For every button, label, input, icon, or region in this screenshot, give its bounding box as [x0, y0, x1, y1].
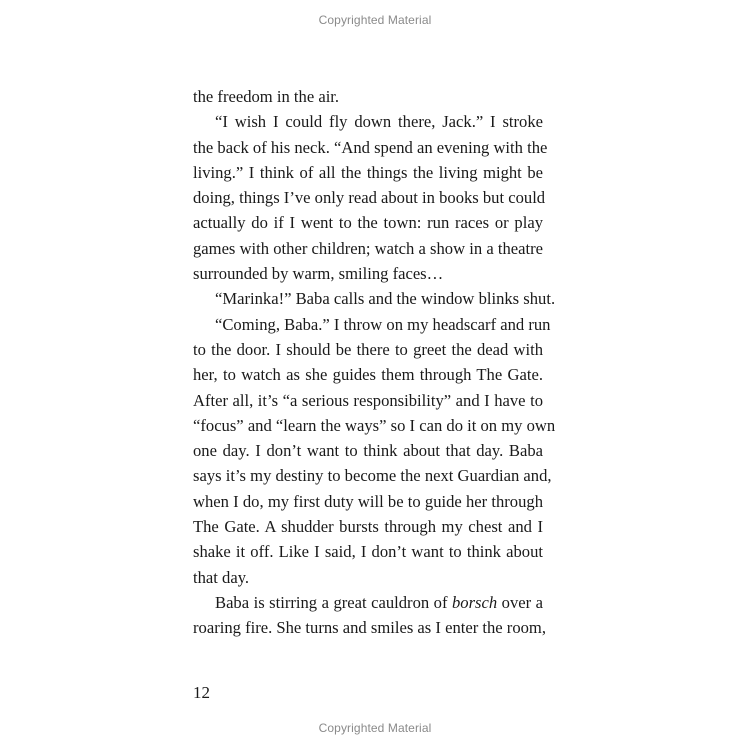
text-line: “focus” and “learn the ways” so I can do it on my own [193, 415, 556, 435]
text-line: After all, it’s “a serious responsibility” and I have to [193, 390, 543, 410]
page-body-text [193, 84, 556, 641]
text-line: “I wish I could fly down there, Jack.” I stroke [215, 112, 543, 132]
page-number: 12 [193, 683, 210, 702]
text-segment: Baba is stirring a great cauldron of [215, 592, 452, 612]
text-line: actually do if I went to the town: run races or play [193, 213, 543, 233]
text-line: roaring fire. She turns and smiles as I enter the room, [193, 618, 546, 638]
copyright-watermark-bottom: Copyrighted Material [318, 721, 432, 735]
text-line: doing, things I’ve only read about in books but could [193, 188, 546, 208]
text-line: the freedom in the air. [193, 87, 340, 106]
text-line: when I do, my first duty will be to guide her through [193, 491, 543, 511]
text-line: “Coming, Baba.” I throw on my headscarf and run [215, 314, 551, 334]
text-line: “Marinka!” Baba calls and the window blinks shut. [215, 289, 556, 309]
text-line: to the door. I should be there to greet the dead with [193, 339, 543, 359]
text-line: her, to watch as she guides them through The Gate. [193, 365, 543, 385]
text-line: The Gate. A shudder bursts through my chest and I [193, 517, 543, 537]
italic-word: borsch [451, 592, 498, 612]
text-line: living.” I think of all the things the living might be [193, 162, 543, 182]
text-line [193, 590, 543, 615]
text-line: games with other children; watch a show in a theatre [193, 238, 543, 258]
text-line: that day. [193, 567, 250, 587]
text-line: the back of his neck. “And spend an evening with the [193, 137, 548, 157]
copyright-watermark-top: Copyrighted Material [318, 13, 432, 27]
text-line: says it’s my destiny to become the next Guardian and, [193, 466, 552, 486]
text-segment: over a [497, 592, 543, 612]
text-line: one day. I don’t want to think about that day. Baba [193, 441, 543, 461]
text-line: shake it off. Like I said, I don’t want to think about [193, 542, 543, 562]
text-line: surrounded by warm, smiling faces… [193, 264, 444, 284]
